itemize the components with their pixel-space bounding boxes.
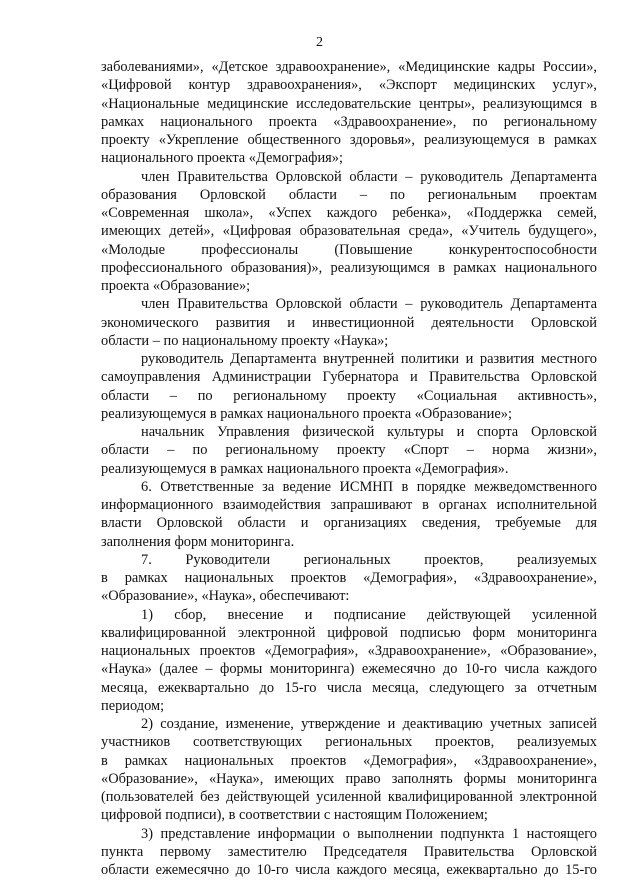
text-line: заболеваниями», «Детское здравоохранение», «Медицинские кадры России», — [101, 59, 597, 75]
text-line: «Молодые профессионалы (Повышение конкурентоспособности — [101, 241, 597, 258]
text-line: власти Орловской области и организациях сведения, требуемые для — [101, 515, 597, 532]
text-line: национальных проектов «Демография», «Здравоохранение», «Образование», — [101, 643, 597, 659]
text-line: «Образование», «Наука», имеющих право заполнять формы мониторинга — [101, 770, 597, 787]
text-line: периодом; — [101, 697, 165, 714]
text-line: имеющих детей», «Цифровая образовательная среда», «Учитель будущего», — [101, 223, 597, 240]
text-line: профессионального образования)», реализующимся в рамках национального — [101, 259, 597, 276]
text-line: член Правительства Орловской области – руководитель Департамента — [141, 168, 597, 185]
text-line: области ежемесячно до 10-го числа каждого месяца, ежеквартально до 15-го — [101, 862, 597, 878]
text-line: участников соответствующих региональных проектов, реализуемых — [101, 734, 597, 751]
text-line: цифровой подписи), в соответствии с настоящим Положением; — [101, 807, 488, 824]
text-line: «Национальные медицинские исследовательские центры», реализующимся в — [101, 95, 597, 112]
text-line: член Правительства Орловской области – руководитель Департамента — [141, 296, 597, 313]
text-line: области – по региональному проекту «Спорт – норма жизни», — [101, 442, 597, 459]
text-line: образования Орловской области – по региональным проектам — [101, 186, 597, 203]
text-line: начальник Управления физической культуры и спорта Орловской — [141, 424, 597, 440]
text-line: «Цифровой контур здравоохранения», «Экспорт медицинских услуг», — [101, 77, 597, 94]
text-line: информационного взаимодействия запрашивают в органах исполнительной — [101, 497, 597, 513]
text-line: рамках национального проекта «Здравоохранение», по региональному — [101, 113, 597, 130]
text-line: экономического развития и инвестиционной деятельности Орловской — [101, 314, 597, 331]
text-line: 2) создание, изменение, утверждение и деактивацию учетных записей — [141, 716, 597, 732]
text-line: заполнения форм мониторинга. — [101, 533, 295, 550]
text-line: квалифицированной электронной цифровой подписью форм мониторинга — [101, 624, 597, 641]
text-line: реализующемуся в рамках национального проекта «Демография». — [101, 460, 509, 477]
text-line: «Наука» (далее – формы мониторинга) ежемесячно до 10-го числа каждого — [101, 661, 597, 678]
text-line: национального проекта «Демография»; — [101, 150, 343, 167]
text-line: в рамках национальных проектов «Демография», «Здравоохранение», — [101, 570, 597, 586]
text-line: месяца, ежеквартально до 15-го числа месяца, следующего за отчетным — [101, 679, 597, 696]
text-line: «Образование», «Наука», обеспечивают: — [101, 588, 350, 605]
text-line: области – по региональному проекту «Социальная активность», — [101, 387, 597, 404]
text-line: проекта «Образование»; — [101, 278, 251, 294]
text-line: 3) представление информации о выполнении подпункта 1 настоящего — [141, 825, 597, 842]
document-body — [101, 58, 597, 879]
text-line: самоуправления Администрации Губернатора и Правительства Орловской — [101, 369, 597, 386]
text-line: 6. Ответственные за ведение ИСМНП в порядке межведомственного — [141, 478, 597, 495]
text-line: проекту «Укрепление общественного здоровья», реализующемуся в рамках — [101, 132, 597, 148]
text-line: 7. Руководители региональных проектов, реализуемых — [141, 551, 597, 568]
text-line: руководитель Департамента внутренней политики и развития местного — [141, 351, 597, 367]
page-number: 2 — [316, 35, 323, 50]
text-line: реализующемуся в рамках национального проекта «Образование»; — [101, 405, 512, 422]
text-line: области – по национальному проекту «Наука»; — [101, 332, 389, 349]
text-line: (пользователей без действующей усиленной квалифицированной электронной — [101, 789, 597, 805]
text-line: «Современная школа», «Успех каждого ребенка», «Поддержка семей, — [101, 205, 597, 221]
text-line: пункта первому заместителю Председателя Правительства Орловской — [101, 843, 597, 860]
text-line: 1) сбор, внесение и подписание действующей усиленной — [141, 606, 597, 623]
text-line: в рамках национальных проектов «Демография», «Здравоохранение», — [101, 752, 597, 769]
